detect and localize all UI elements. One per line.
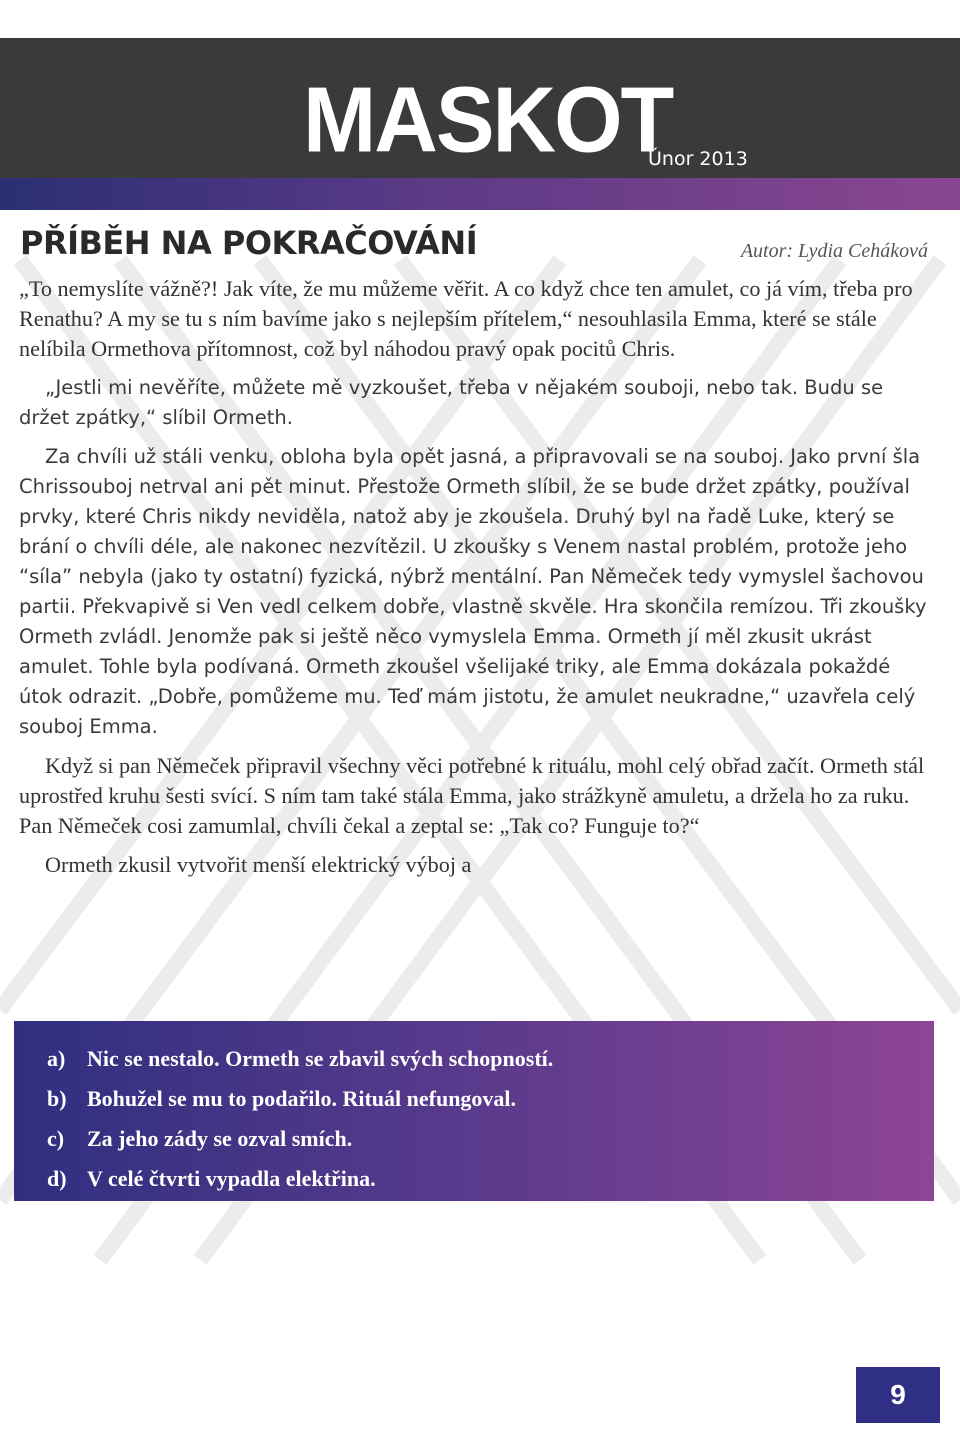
- masthead-title: MASKOT: [303, 67, 673, 172]
- option-item: [47, 1039, 934, 1079]
- story-options-box: [14, 1021, 934, 1201]
- option-item: [47, 1119, 934, 1159]
- option-text: Bohužel se mu to podařilo. Rituál nefungoval.: [87, 1086, 517, 1111]
- page-number: 9: [856, 1367, 940, 1423]
- paragraph: Ormeth zkusil vytvořit menší elektrický výboj a: [45, 852, 472, 877]
- option-item: [47, 1079, 934, 1119]
- paragraph: Za chvíli už stáli venku, obloha byla opět jasná, a připravovali se na souboj. Jako první šla Chrissouboj netrval ani pět minut. Přestože Ormeth slíbil, že se bude držet zpátky, používal prvky, které Chris nikdy neviděla, natož aby je zkoušela. Druhý byl na řadě Luke, který se brání o chvíli déle, ale nakonec nezvítězil. U zkoušky s Venem nastal problém, protože jeho “síla” nebyla (jako ty ostatní) fyzická, nýbrž mentální. Pan Němeček tedy vymyslel šachovou partii. Překvapivě si Ven vedl celkem dobře, vlastně skvěle. Hra skončila remízou. Tři zkoušky Ormeth zvládl. Jenomže pak si ještě něco vymyslela Emma. Ormeth jí měl zkusit ukrást amulet. Tohle byla podívaná. Ormeth zkoušel všelijaké triky, ale Emma dokázala pokaždé útok odrazit. „Dobře, pomůžeme mu. Teď mám jistotu, že amulet neukradne,“ uzavřela celý souboj Emma.: [19, 445, 927, 738]
- masthead-bar: [0, 38, 960, 178]
- paragraph: „Jestli mi nevěříte, můžete mě vyzkoušet, třeba v nějakém souboji, nebo tak. Budu se držet zpátky,“ slíbil Ormeth.: [19, 376, 884, 429]
- issue-date: Únor 2013: [648, 148, 748, 170]
- option-text: V celé čtvrti vypadla elektřina.: [87, 1166, 376, 1191]
- article-body: [19, 274, 939, 889]
- options-list: [14, 1021, 934, 1199]
- article-title: PŘÍBĚH NA POKRAČOVÁNÍ: [20, 224, 478, 262]
- option-item: [47, 1159, 934, 1199]
- option-letter: a): [47, 1046, 66, 1071]
- option-text: Za jeho zády se ozval smích.: [87, 1126, 353, 1151]
- option-text: Nic se nestalo. Ormeth se zbavil svých schopností.: [87, 1046, 554, 1071]
- accent-strip: [0, 178, 960, 210]
- option-letter: b): [47, 1086, 67, 1111]
- paragraph: „To nemyslíte vážně?! Jak víte, že mu můžeme věřit. A co když chce ten amulet, co já vím, třeba pro Renathu? A my se tu s ním bavíme jako s nejlepším přítelem,“ nesouhlasila Emma, které se stále nelíbila Ormethova přítomnost, což byl náhodou pravý opak pocitů Chris.: [19, 276, 913, 361]
- option-letter: d): [47, 1166, 67, 1191]
- article-author: Autor: Lydia Ceháková: [740, 240, 928, 262]
- paragraph: Když si pan Němeček připravil všechny věci potřebné k rituálu, mohl celý obřad začít. Ormeth stál uprostřed kruhu šesti svící. S ním tam také stála Emma, jako strážkyně amuletu, a držela ho za ruku. Pan Němeček cosi zamumlal, chvíli čekal a zeptal se: „Tak co? Funguje to?“: [19, 753, 925, 838]
- option-letter: c): [47, 1126, 65, 1151]
